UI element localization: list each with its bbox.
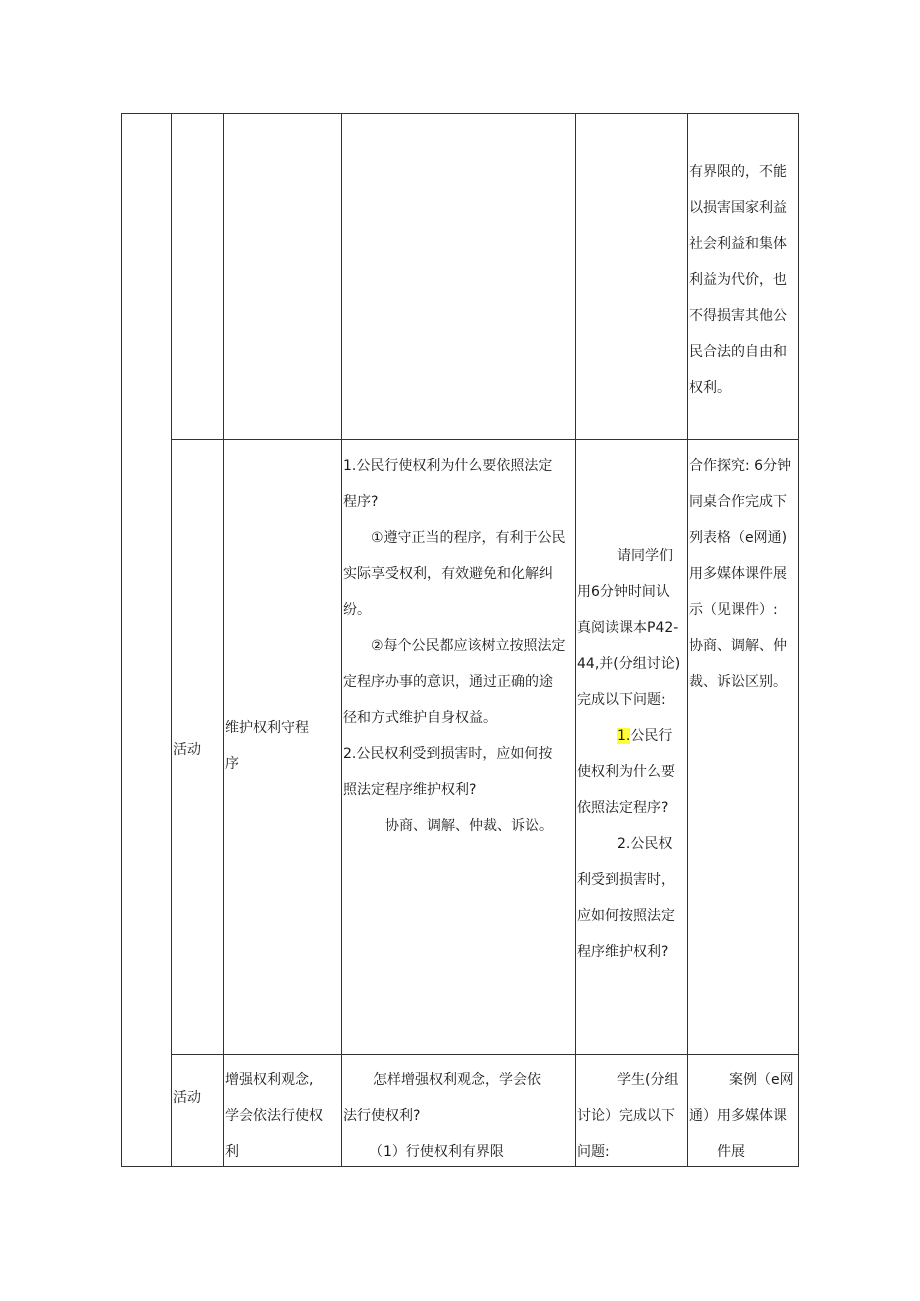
- text-line: 2.公民权: [617, 836, 673, 852]
- text-line: 件展: [717, 1144, 745, 1160]
- row-divider-1: [171, 439, 799, 440]
- text-line: ①遵守正当的程序，有利于公民: [371, 530, 566, 546]
- column-border-6: [798, 113, 799, 1167]
- text-line: 请同学们: [617, 548, 673, 564]
- text-line: 纷。: [343, 602, 371, 618]
- row2-topic-cell: [225, 710, 339, 782]
- text-line: 维护权利守程: [225, 720, 309, 736]
- text-line: 裁、诉讼区别。: [689, 674, 787, 690]
- column-border-2: [223, 113, 224, 1167]
- text-line: 有界限的，不能: [689, 164, 787, 180]
- row3-student-cell: [577, 1062, 685, 1170]
- text-line: 利受到损害时，: [577, 872, 675, 888]
- text-line: 应如何按照法定: [577, 908, 675, 924]
- text-line: 以损害国家利益: [689, 200, 787, 216]
- column-border-0: [121, 113, 122, 1167]
- text-line: 讨论）完成以下: [577, 1108, 675, 1124]
- text-line: 径和方式维护自身权益。: [343, 710, 497, 726]
- text-line: 程序?: [343, 494, 379, 510]
- row2-media-cell: [689, 448, 797, 700]
- text-line: 照法定程序维护权利?: [343, 782, 477, 798]
- text-line: 协商、调解、仲裁、诉讼。: [385, 818, 553, 834]
- text-line: 利益为代价，也: [689, 272, 787, 288]
- row2-content-cell: [343, 448, 573, 844]
- text-line: 合作探究: 6分钟: [689, 458, 792, 474]
- row-divider-2: [171, 1054, 799, 1055]
- text-line: 怎样增强权利观念，学会依: [373, 1072, 541, 1088]
- text-line: 学生(分组: [617, 1072, 679, 1088]
- text-line: 案例（e网: [729, 1072, 794, 1088]
- text-line: 2.公民权利受到损害时，应如何按: [343, 746, 553, 762]
- text-line: 示（见课件）:: [689, 602, 778, 618]
- text-line: （1）行使权利有界限: [369, 1144, 504, 1160]
- activity-label: 活动: [173, 1090, 201, 1106]
- text-line: 列表格（e网通): [689, 530, 788, 546]
- text-line: 民合法的自由和: [689, 344, 787, 360]
- row2-activity-label: [173, 732, 221, 768]
- text-line: 增强权利观念,: [225, 1072, 314, 1088]
- text-line: 问题:: [577, 1144, 610, 1160]
- text-line: ②每个公民都应该树立按照法定: [371, 638, 566, 654]
- text-span: 公民行: [630, 728, 673, 744]
- text-line: 社会利益和集体: [689, 236, 787, 252]
- row1-media-cell: [689, 154, 797, 406]
- column-border-3: [341, 113, 342, 1167]
- text-line: 不得损害其他公: [689, 308, 787, 324]
- text-line: 程序维护权利?: [577, 944, 669, 960]
- text-line: [577, 718, 685, 754]
- row2-student-cell: [577, 538, 685, 970]
- column-border-1: [171, 113, 172, 1167]
- text-line: 定程序办事的意识，通过正确的途: [343, 674, 553, 690]
- text-line: 利: [225, 1144, 239, 1160]
- text-line: 用6分钟时间认: [577, 584, 670, 600]
- column-border-5: [687, 113, 688, 1167]
- text-line: 1.公民行使权利为什么要依照法定: [343, 458, 553, 474]
- text-line: 依照法定程序?: [577, 800, 669, 816]
- text-line: 同桌合作完成下: [689, 494, 787, 510]
- text-line: 学会依法行使权: [225, 1108, 323, 1124]
- text-line: 法行使权利?: [343, 1108, 421, 1124]
- row3-content-cell: [343, 1062, 573, 1170]
- column-border-4: [575, 113, 576, 1167]
- row3-media-cell: [689, 1062, 797, 1170]
- text-line: 权利。: [689, 380, 731, 396]
- text-line: 完成以下问题:: [577, 692, 666, 708]
- text-line: 44,并(分组讨论): [577, 656, 681, 672]
- text-line: 协商、调解、仲: [689, 638, 787, 654]
- text-line: 使权利为什么要: [577, 764, 675, 780]
- text-line: 实际享受权利，有效避免和化解纠: [343, 566, 553, 582]
- text-line: 真阅读课本P42-: [577, 620, 679, 636]
- row3-activity-label: [173, 1080, 221, 1116]
- text-line: 通）用多媒体课: [689, 1108, 787, 1124]
- text-line: 用多媒体课件展: [689, 566, 787, 582]
- text-line: 序: [225, 756, 239, 772]
- activity-label: 活动: [173, 742, 201, 758]
- highlight-number: 1.: [617, 728, 631, 744]
- row3-topic-cell: [225, 1062, 339, 1170]
